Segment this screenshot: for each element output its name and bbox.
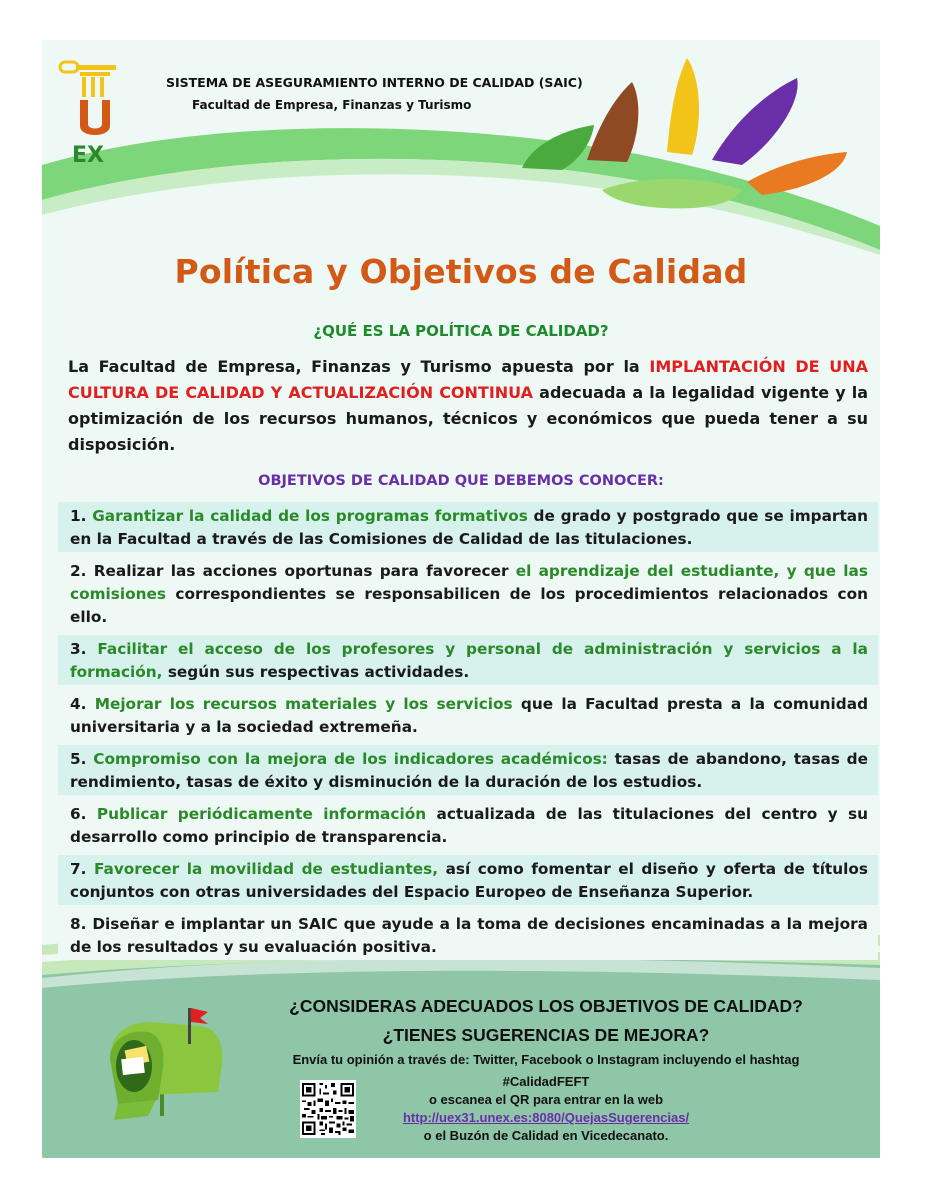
policy-text-highlight: IMPLANTACIÓN DE UNA CULTURA DE CALIDAD Y ACTUALIZACIÓN CONTINUA bbox=[68, 357, 868, 402]
footer-question-1: ¿CONSIDERAS ADECUADOS LOS OBJETIVOS DE CALIDAD? bbox=[289, 996, 803, 1016]
objective-text: de grado y postgrado que se impartan en la Facultad a través de las Comisiones de Calidad de las titulaciones. bbox=[70, 507, 868, 548]
objective-text: correspondientes se responsabilicen de los procedimientos relacionados con ello. bbox=[70, 585, 868, 626]
policy-question: ¿QUÉ ES LA POLÍTICA DE CALIDAD? bbox=[313, 322, 609, 340]
objective-highlight: el aprendizaje del estudiante, y que las comisiones bbox=[70, 562, 868, 603]
policy-text-end: adecuada a la legalidad vigente y la optimización de los recursos humanos, técnicos y económicos que pueda tener a su disposición. bbox=[68, 383, 869, 454]
objective-number: 7. bbox=[70, 860, 87, 878]
objective-highlight: Publicar periódicamente información bbox=[96, 805, 427, 823]
qr-code-icon[interactable] bbox=[300, 1080, 356, 1138]
objective-item bbox=[58, 745, 878, 795]
objective-item bbox=[58, 502, 878, 552]
objective-item bbox=[58, 690, 878, 740]
footer-qr-text: o escanea el QR para entrar en la web bbox=[428, 1092, 664, 1107]
objective-number: 6. bbox=[70, 805, 87, 823]
uex-logo bbox=[58, 56, 118, 166]
mailbox-icon bbox=[100, 1004, 230, 1124]
faculty-name: Facultad de Empresa, Finanzas y Turismo bbox=[192, 98, 472, 112]
objectives-title: OBJETIVOS DE CALIDAD QUE DEBEMOS CONOCER: bbox=[258, 473, 664, 489]
objective-item bbox=[58, 910, 878, 960]
objective-text: actualizada de las titulaciones del centro y su desarrollo como principio de transparencia. bbox=[70, 805, 869, 846]
objective-text: Realizar las acciones oportunas para favorecer bbox=[93, 562, 516, 580]
objective-number: 1. bbox=[70, 507, 87, 525]
page-title: Política y Objetivos de Calidad bbox=[174, 252, 748, 291]
poster bbox=[42, 40, 880, 1158]
footer-url-link[interactable]: http://uex31.unex.es:8080/QuejasSugerencias/ bbox=[402, 1110, 690, 1125]
footer-send-text: Envía tu opinión a través de: Twitter, Facebook o Instagram incluyendo el hashtag bbox=[292, 1052, 800, 1067]
system-title: SISTEMA DE ASEGURAMIENTO INTERNO DE CALIDAD (SAIC) bbox=[166, 75, 583, 90]
objective-text: según sus respectivas actividades. bbox=[162, 663, 470, 681]
objective-highlight: Mejorar los recursos materiales y los servicios bbox=[94, 695, 513, 713]
objective-highlight: Compromiso con la mejora de los indicadores académicos: bbox=[93, 750, 608, 768]
objectives-list bbox=[58, 502, 878, 965]
objective-text: tasas de abandono, tasas de rendimiento, tasas de éxito y disminución de la duración de los estudios. bbox=[70, 750, 869, 791]
footer-hashtag: #CalidadFEFT bbox=[502, 1074, 590, 1089]
footer-mailbox-text: o el Buzón de Calidad en Vicedecanato. bbox=[423, 1128, 669, 1143]
objective-highlight: Facilitar el acceso de los profesores y personal de administración y servicios a la formación, bbox=[70, 640, 869, 681]
objective-number: 8. bbox=[70, 915, 87, 933]
policy-text bbox=[68, 354, 868, 458]
objective-text: Diseñar e implantar un SAIC que ayude a la toma de decisiones encaminadas a la mejora de los resultados y su evaluación positiva. bbox=[70, 915, 868, 956]
objective-item bbox=[58, 557, 878, 630]
objective-text: así como fomentar el diseño y oferta de títulos conjuntos con otras universidades del Espacio Europeo de Enseñanza Superior. bbox=[70, 860, 868, 901]
svg-text:EX: EX bbox=[72, 143, 104, 166]
objective-item bbox=[58, 800, 878, 850]
objective-item bbox=[58, 855, 878, 905]
objective-text: que la Facultad presta a la comunidad universitaria y a la sociedad extremeña. bbox=[70, 695, 869, 736]
objective-number: 4. bbox=[70, 695, 87, 713]
objective-number: 5. bbox=[70, 750, 87, 768]
objective-item bbox=[58, 635, 878, 685]
policy-text-start: La Facultad de Empresa, Finanzas y Turismo apuesta por la bbox=[68, 357, 650, 376]
footer-question-2: ¿TIENES SUGERENCIAS DE MEJORA? bbox=[382, 1025, 710, 1045]
objective-number: 2. bbox=[70, 562, 87, 580]
objective-highlight: Favorecer la movilidad de estudiantes, bbox=[93, 860, 439, 878]
objective-number: 3. bbox=[70, 640, 87, 658]
objective-highlight: Garantizar la calidad de los programas formativos bbox=[92, 507, 528, 525]
